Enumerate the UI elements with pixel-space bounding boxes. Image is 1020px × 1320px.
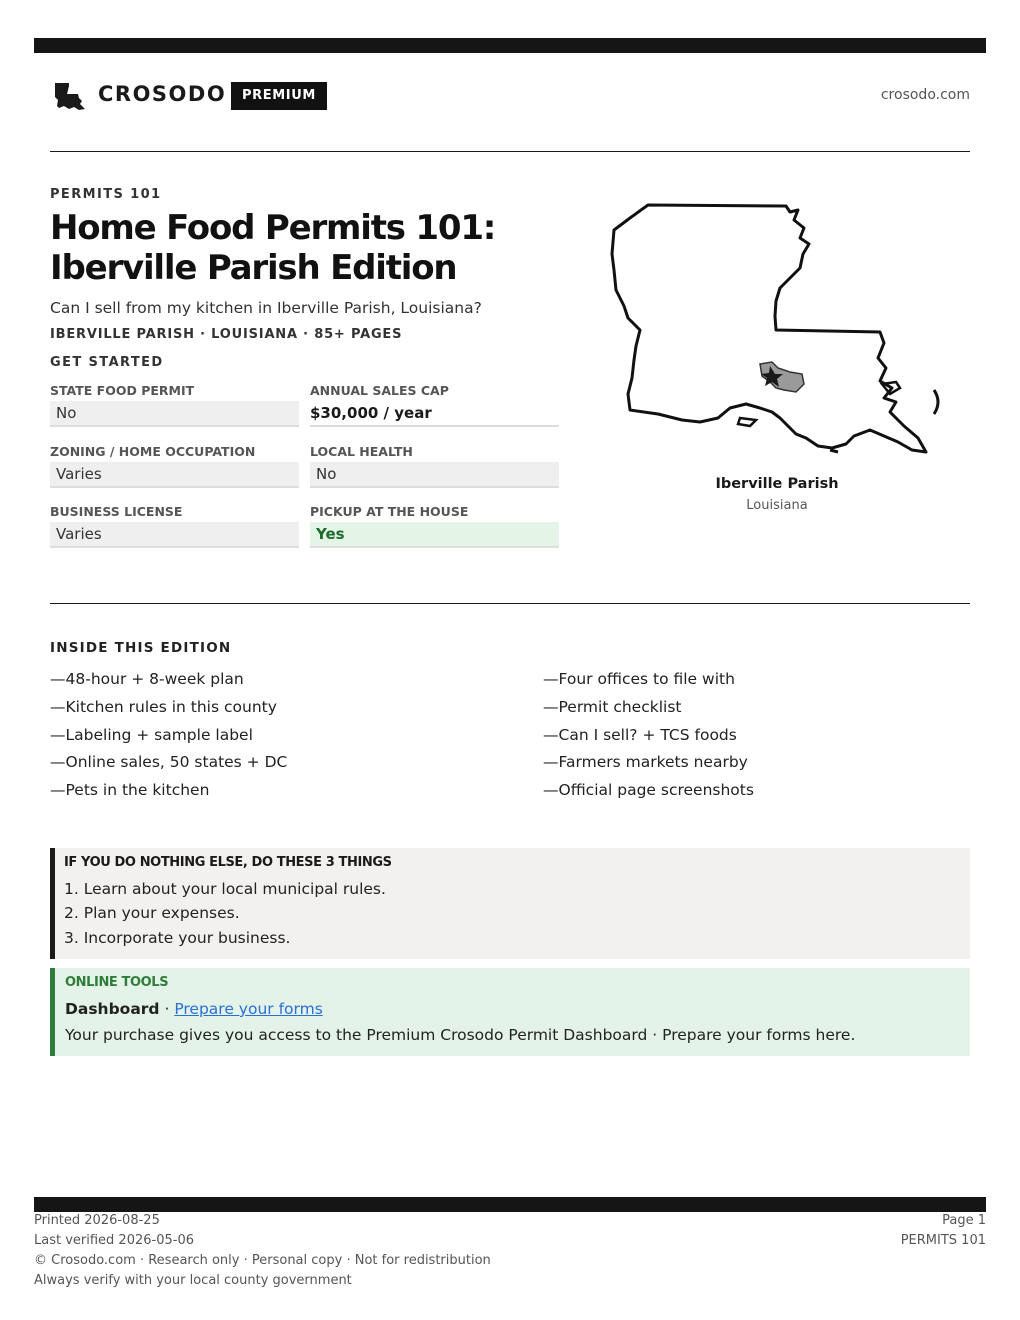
inside-heading: INSIDE THIS EDITION — [50, 640, 232, 656]
fact-value: Varies — [50, 522, 299, 548]
list-item: —Online sales, 50 states + DC — [50, 753, 288, 772]
fact-label: PICKUP AT THE HOUSE — [310, 504, 469, 519]
fact-local-health — [310, 442, 559, 492]
fact-value: $30,000 / year — [310, 401, 559, 427]
dashboard-label: Dashboard — [65, 1000, 160, 1018]
dashboard-line — [65, 1000, 323, 1018]
fact-label: ANNUAL SALES CAP — [310, 383, 449, 398]
verified-date: Last verified 2026-05-06 — [34, 1233, 194, 1248]
fact-value: Yes — [310, 522, 559, 548]
header — [50, 78, 970, 118]
site-url[interactable]: crosodo.com — [880, 87, 970, 103]
page-number: Page 1 — [942, 1213, 986, 1228]
footer-section: PERMITS 101 — [900, 1233, 986, 1248]
fact-pickup — [310, 502, 559, 552]
list-item: —Pets in the kitchen — [50, 781, 210, 800]
online-tools-description: Your purchase gives you access to the Premium Crosodo Permit Dashboard · Prepare your forms here. — [65, 1026, 856, 1044]
map-state-label: Louisiana — [746, 498, 808, 513]
section-eyebrow: PERMITS 101 — [50, 187, 162, 202]
list-item: —Farmers markets nearby — [543, 753, 748, 772]
brand-name: CROSODO — [98, 82, 227, 106]
verify-note: Always verify with your local county government — [34, 1273, 352, 1288]
fact-label: LOCAL HEALTH — [310, 444, 413, 459]
fact-value: No — [50, 401, 299, 427]
page-title: Home Food Permits 101: Iberville Parish Edition — [50, 208, 496, 288]
list-item: —Official page screenshots — [543, 781, 754, 800]
get-started-heading: GET STARTED — [50, 355, 164, 370]
fact-business-license — [50, 502, 299, 552]
do-these-callout — [50, 848, 970, 959]
callout-item: 2. Plan your expenses. — [64, 904, 240, 922]
list-item: —Permit checklist — [543, 697, 682, 716]
map-parish-label: Iberville Parish — [715, 476, 839, 492]
page-subtitle: Can I sell from my kitchen in Iberville Parish, Louisiana? — [50, 299, 482, 317]
online-tools-title: ONLINE TOOLS — [65, 975, 169, 990]
fact-annual-sales-cap — [310, 381, 559, 431]
inside-list-right — [543, 666, 754, 805]
footer-bar — [34, 1197, 986, 1212]
online-tools-callout — [50, 968, 970, 1056]
fact-label: BUSINESS LICENSE — [50, 504, 183, 519]
printed-date: Printed 2026-08-25 — [34, 1213, 160, 1228]
separator: · — [159, 1000, 175, 1018]
fact-zoning — [50, 442, 299, 492]
list-item: —Four offices to file with — [543, 670, 735, 688]
callout-item: 1. Learn about your local municipal rules. — [64, 880, 386, 898]
fact-label: ZONING / HOME OCCUPATION — [50, 444, 256, 459]
fact-label: STATE FOOD PERMIT — [50, 383, 195, 398]
list-item: —Labeling + sample label — [50, 725, 253, 744]
divider — [50, 603, 970, 604]
fact-state-food-permit — [50, 381, 299, 431]
fact-value: Varies — [50, 462, 299, 488]
callout-item: 3. Incorporate your business. — [64, 929, 291, 947]
fact-value: No — [310, 462, 559, 488]
louisiana-map — [600, 198, 950, 460]
prepare-forms-link[interactable]: Prepare your forms — [174, 1000, 323, 1018]
list-item: —Can I sell? + TCS foods — [543, 725, 737, 744]
footer-right — [901, 1211, 986, 1251]
divider — [50, 151, 970, 152]
callout-title: IF YOU DO NOTHING ELSE, DO THESE 3 THINGS — [64, 855, 392, 870]
footer-left — [34, 1211, 491, 1291]
inside-list-left — [50, 666, 287, 805]
list-item: —48-hour + 8-week plan — [50, 670, 244, 688]
top-bar — [34, 38, 986, 53]
page-meta: IBERVILLE PARISH · LOUISIANA · 85+ PAGES — [50, 327, 403, 342]
premium-badge: PREMIUM — [231, 82, 327, 110]
louisiana-logo-icon — [52, 80, 88, 112]
list-item: —Kitchen rules in this county — [50, 697, 277, 716]
copyright: © Crosodo.com · Research only · Personal copy · Not for redistribution — [34, 1253, 491, 1268]
